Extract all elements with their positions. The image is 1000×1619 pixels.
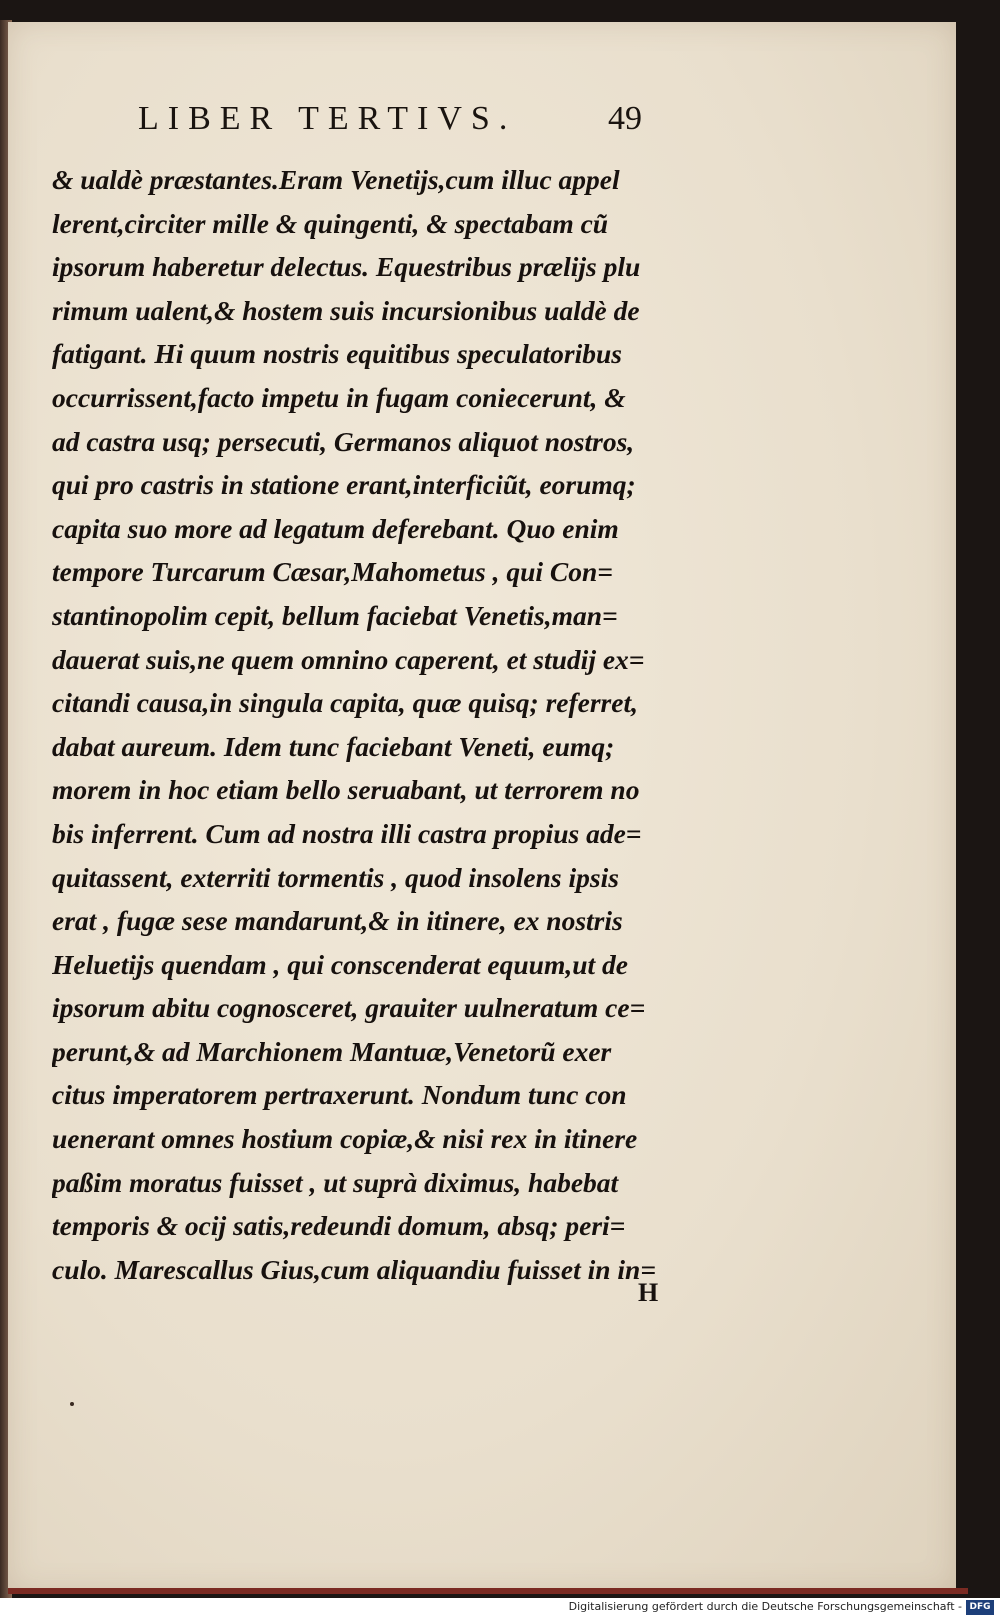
running-head-title: LIBER TERTIVS.	[138, 100, 517, 137]
text-line: tempore Turcarum Cæsar,Mahometus , qui Con=	[52, 556, 613, 588]
text-line: temporis & ocij satis,redeundi domum, absq; peri=	[52, 1210, 626, 1242]
text-line: paßim moratus fuisset , ut suprà diximus, habebat	[52, 1166, 619, 1198]
text-line: Heluetijs quendam , qui conscenderat equum,ut de	[52, 948, 629, 980]
page-bottom-edge	[8, 1588, 968, 1594]
text-line: citandi causa,in singula capita, quæ quisq; referret,	[52, 687, 638, 719]
running-head	[128, 100, 688, 150]
body-text	[52, 158, 712, 1291]
digitization-footer	[0, 1598, 1000, 1619]
text-line: lerent,circiter mille & quingenti, & spectabam cũ	[52, 207, 609, 239]
text-line: morem in hoc etiam bello seruabant, ut terrorem no	[52, 774, 640, 806]
text-line: dabat aureum. Idem tunc faciebant Veneti, eumq;	[52, 730, 615, 762]
text-line: capita suo more ad legatum deferebant. Quo enim	[52, 512, 619, 544]
text-line: citus imperatorem pertraxerunt. Nondum tunc con	[52, 1079, 627, 1111]
dfg-logo-badge: DFG	[966, 1600, 994, 1615]
text-line: quitassent, exterriti tormentis , quod insolens ipsis	[52, 861, 619, 893]
text-line: ad castra usq; persecuti, Germanos aliquot nostros,	[52, 425, 635, 457]
text-line: uenerant omnes hostium copiæ,& nisi rex in itinere	[52, 1123, 638, 1155]
text-line: fatigant. Hi quum nostris equitibus speculatoribus	[52, 338, 623, 370]
text-line: culo. Marescallus Gius,cum aliquandiu fuisset in in=	[52, 1253, 657, 1285]
footer-credit: Digitalisierung gefördert durch die Deutsche Forschungsgemeinschaft -	[568, 1600, 962, 1613]
text-line: ipsorum abitu cognosceret, grauiter uulneratum ce=	[52, 992, 646, 1024]
text-line: occurrissent,facto impetu in fugam coniecerunt, &	[52, 381, 626, 413]
text-line: erat , fugæ sese mandarunt,& in itinere, ex nostris	[52, 905, 623, 937]
page-number: 49	[608, 100, 642, 137]
text-line: rimum ualent,& hostem suis incursionibus ualdè de	[52, 294, 640, 326]
text-line: & ualdè præstantes.Eram Venetijs,cum illuc appel	[52, 164, 620, 195]
signature-mark: H	[638, 1278, 659, 1307]
ink-speck	[70, 1402, 74, 1406]
text-line: stantinopolim cepit, bellum faciebat Venetis,man=	[52, 599, 618, 631]
text-line: ipsorum haberetur delectus. Equestribus prælijs plu	[52, 251, 641, 283]
text-line: bis inferrent. Cum ad nostra illi castra propius ade=	[52, 817, 642, 849]
text-line: qui pro castris in statione erant,interficiũt, eorumq;	[52, 469, 636, 501]
text-line: dauerat suis,ne quem omnino caperent, et studij ex=	[52, 643, 645, 675]
text-line: perunt,& ad Marchionem Mantuæ,Venetorũ exer	[52, 1035, 612, 1067]
